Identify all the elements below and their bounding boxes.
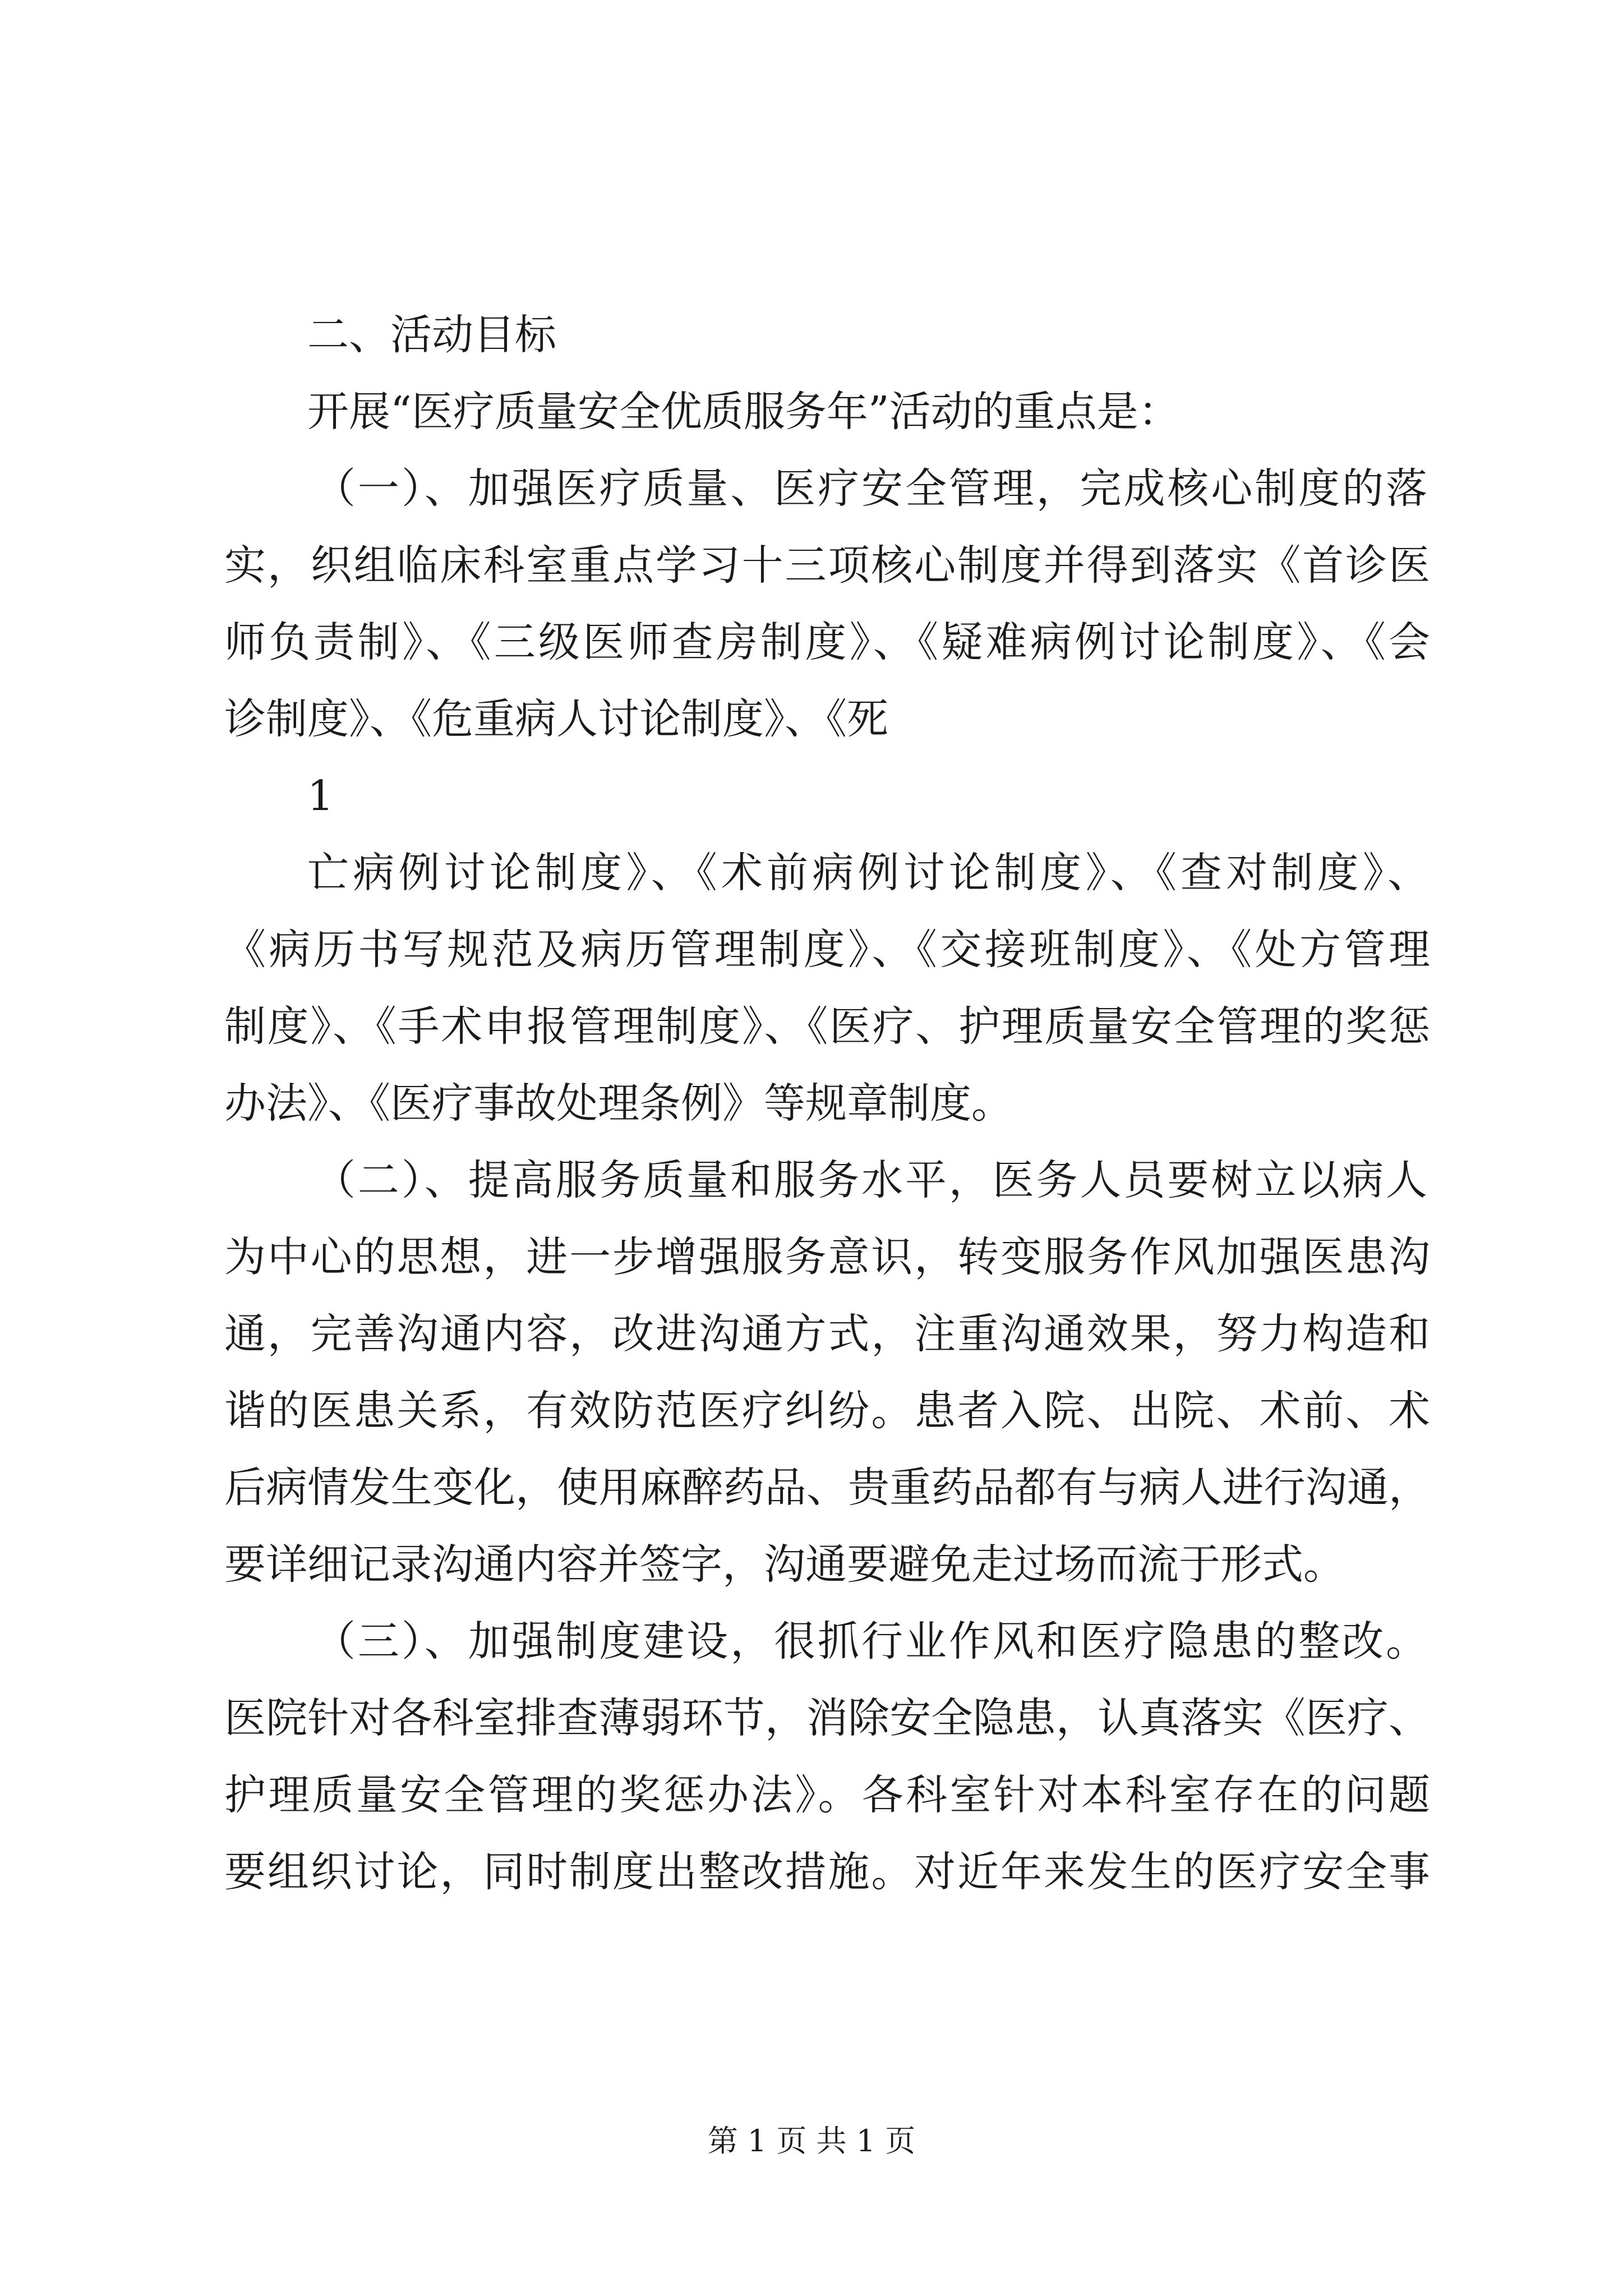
paragraph-line: 护理质量安全管理的奖惩办法》。各科室针对本科室存在的问题 bbox=[224, 1771, 1430, 1819]
paragraph-line: 开展“医疗质量安全优质服务年”活动的重点是： bbox=[307, 388, 1180, 436]
paragraph-line: 办法》、《医疗事故处理条例》等规章制度。 bbox=[224, 1079, 1013, 1128]
paragraph-line: 制度》、《手术申报管理制度》、《医疗、护理质量安全管理的奖惩 bbox=[224, 1002, 1430, 1051]
paragraph-line: 亡病例讨论制度》、《术前病例讨论制度》、《查对制度》、 bbox=[307, 849, 1429, 897]
paragraph-line: 《病历书写规范及病历管理制度》、《交接班制度》、《处方管理 bbox=[224, 926, 1430, 974]
paragraph-line: 要组织讨论，同时制度出整改措施。对近年来发生的医疗安全事 bbox=[224, 1848, 1430, 1896]
paragraph-line: （二）、提高服务质量和服务水平，医务人员要树立以病人 bbox=[314, 1156, 1427, 1204]
paragraph-line: （一）、加强医疗质量、医疗安全管理，完成核心制度的落 bbox=[314, 464, 1427, 513]
section-heading: 二、活动目标 bbox=[307, 311, 556, 359]
paragraph-line: （三）、加强制度建设，很抓行业作风和医疗隐患的整改。 bbox=[314, 1617, 1427, 1665]
paragraph-line: 要详细记录沟通内容并签字，沟通要避免走过场而流于形式。 bbox=[224, 1540, 1345, 1589]
paragraph-line: 后病情发生变化，使用麻醉药品、贵重药品都有与病人进行沟通， bbox=[224, 1464, 1430, 1512]
paragraph-line: 师负责制》、《三级医师查房制度》、《疑难病例讨论制度》、《会 bbox=[224, 618, 1430, 666]
paragraph-line: 为中心的思想，进一步增强服务意识，转变服务作风加强医患沟 bbox=[224, 1233, 1430, 1281]
inline-page-number: 1 bbox=[307, 772, 334, 820]
paragraph-line: 诊制度》、《危重病人讨论制度》、《死 bbox=[224, 695, 888, 743]
paragraph-line: 谐的医患关系，有效防范医疗纠纷。患者入院、出院、术前、术 bbox=[224, 1387, 1430, 1435]
page-footer: 第 1 页 共 1 页 bbox=[707, 2123, 916, 2159]
paragraph-line: 实，织组临床科室重点学习十三项核心制度并得到落实《首诊医 bbox=[224, 541, 1430, 590]
paragraph-line: 通，完善沟通内容，改进沟通方式，注重沟通效果，努力构造和 bbox=[224, 1310, 1430, 1358]
paragraph-line: 医院针对各科室排查薄弱环节，消除安全隐患，认真落实《医疗、 bbox=[224, 1694, 1430, 1742]
